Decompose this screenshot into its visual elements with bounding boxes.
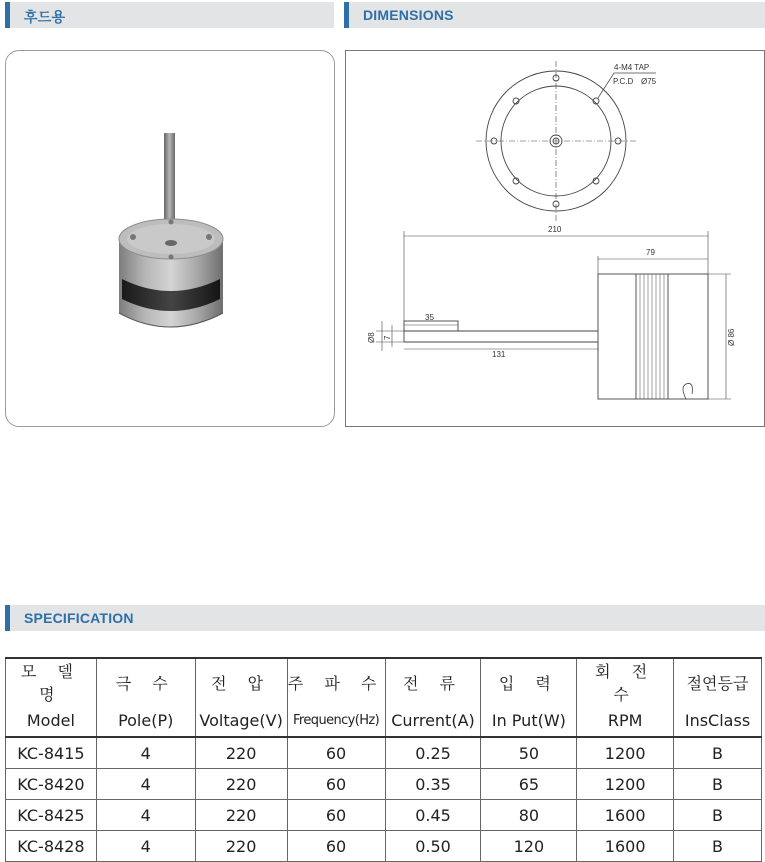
dim-d86: Ø 86 xyxy=(727,328,736,346)
spec-section-header xyxy=(5,605,765,631)
dimensions-section-title: DIMENSIONS xyxy=(363,7,454,23)
cell-insclass: B xyxy=(674,769,762,800)
pcd-label: P.C.D xyxy=(613,77,634,86)
cell-input: 65 xyxy=(481,769,577,800)
cell-pole: 4 xyxy=(96,800,195,831)
cell-insclass: B xyxy=(674,800,762,831)
dimensions-section-header xyxy=(344,2,765,28)
cell-model: KC-8420 xyxy=(6,769,97,800)
dim-7: 7 xyxy=(383,335,392,340)
table-header-korean xyxy=(6,658,762,705)
product-section-title: 후드용 xyxy=(24,9,66,25)
cell-input: 50 xyxy=(481,737,577,769)
header-en-frequency: Frequency(Hz) xyxy=(287,705,385,737)
cell-voltage: 220 xyxy=(195,800,287,831)
dim-d8: Ø8 xyxy=(367,332,376,343)
header-en-pole: Pole(P) xyxy=(96,705,195,737)
cell-voltage: 220 xyxy=(195,737,287,769)
spec-section-title: SPECIFICATION xyxy=(24,610,134,626)
dim-79: 79 xyxy=(646,248,655,257)
header-ko-voltage: 전 압 xyxy=(195,658,287,705)
dim-35: 35 xyxy=(425,313,434,322)
table-row xyxy=(6,737,762,769)
cell-current: 0.50 xyxy=(385,831,481,862)
table-header-english xyxy=(6,705,762,737)
cell-pole: 4 xyxy=(96,831,195,862)
cell-pole: 4 xyxy=(96,737,195,769)
cell-current: 0.35 xyxy=(385,769,481,800)
dimension-drawing xyxy=(346,51,765,427)
header-ko-frequency: 주 파 수 xyxy=(287,658,385,705)
header-ko-rpm: 회 전 수 xyxy=(577,658,674,705)
cell-current: 0.45 xyxy=(385,800,481,831)
header-ko-insclass: 절연등급 xyxy=(674,658,762,705)
header-en-current: Current(A) xyxy=(385,705,481,737)
dim-131: 131 xyxy=(492,350,506,359)
cell-insclass: B xyxy=(674,737,762,769)
cell-voltage: 220 xyxy=(195,831,287,862)
cell-rpm: 1200 xyxy=(577,769,674,800)
cell-model: KC-8425 xyxy=(6,800,97,831)
pcd-value: Ø75 xyxy=(641,77,657,86)
cell-frequency: 60 xyxy=(287,769,385,800)
header-en-rpm: RPM xyxy=(577,705,674,737)
tap-label: 4-M4 TAP xyxy=(614,63,650,72)
cell-model: KC-8428 xyxy=(6,831,97,862)
cell-frequency: 60 xyxy=(287,737,385,769)
header-ko-input: 입 력 xyxy=(481,658,577,705)
motor-image xyxy=(6,51,335,427)
spec-table xyxy=(5,657,762,862)
cell-input: 80 xyxy=(481,800,577,831)
cell-model: KC-8415 xyxy=(6,737,97,769)
header-ko-current: 전 류 xyxy=(385,658,481,705)
product-photo-frame xyxy=(5,50,335,427)
cell-frequency: 60 xyxy=(287,831,385,862)
table-row xyxy=(6,831,762,862)
cell-pole: 4 xyxy=(96,769,195,800)
header-en-model: Model xyxy=(6,705,97,737)
cell-rpm: 1200 xyxy=(577,737,674,769)
header-en-input: In Put(W) xyxy=(481,705,577,737)
table-row xyxy=(6,800,762,831)
cell-input: 120 xyxy=(481,831,577,862)
header-en-voltage: Voltage(V) xyxy=(195,705,287,737)
product-section-header xyxy=(5,2,334,28)
header-ko-model: 모 델 명 xyxy=(6,658,97,705)
cell-rpm: 1600 xyxy=(577,831,674,862)
cell-current: 0.25 xyxy=(385,737,481,769)
dimension-drawing-frame xyxy=(345,50,765,427)
table-row xyxy=(6,769,762,800)
cell-insclass: B xyxy=(674,831,762,862)
dim-210: 210 xyxy=(548,225,562,234)
header-ko-pole: 극 수 xyxy=(96,658,195,705)
cell-frequency: 60 xyxy=(287,800,385,831)
cell-rpm: 1600 xyxy=(577,800,674,831)
header-en-insclass: InsClass xyxy=(674,705,762,737)
cell-voltage: 220 xyxy=(195,769,287,800)
